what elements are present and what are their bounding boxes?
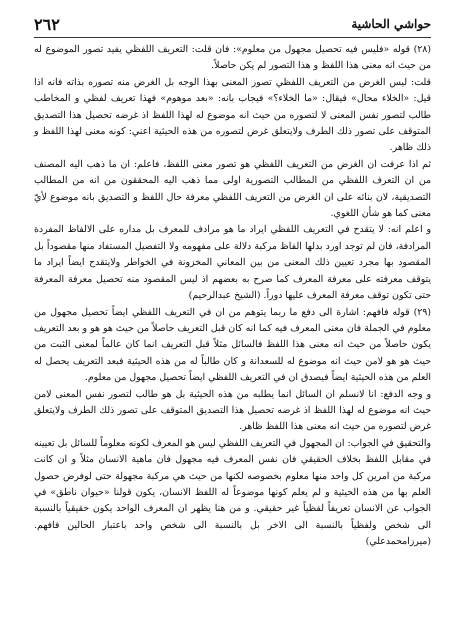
- running-title: حواشي الحاشية: [351, 17, 431, 31]
- paragraph: قلت: ليس الغرض من التعريف اللفظي تصور المعنى بهذا الوجه بل الغرض منه تصوره بذاته فانه اذا قيل: «الخلاء محال» فيقال: «ما الخلاء؟» فيجاب بانه: «بعد موهوم» فهذا تعريف لفظي و المخاطب طالب لتصور نفس المعنى لا لتصوره من حيث انه موضوع له لهذا اللفظ اذ غرضه تحصيل هذا التصديق المتوقف على تصور ذلك الطرف ولايتعلق غرض لتصوره من هذه الحيثية اعني: كونه معنى لهذا اللفظ و ذلك ظاهر.: [34, 76, 431, 154]
- paragraph: والتحقيق في الجواب: ان المجهول في التعريف اللفظي ليس هو المعرف لكونه معلوماً للسائل بل تعيينه في مقابل اللفظ بخلاف الحقيقي فان نفس المعرف فيه مجهول فان ماهية الانسان مثلاً و ان كانت مركبة من امرين كل واحد منها معلوم بخصوصه لكنها من حيث هي مركبة مجهولة حتى لوفرض حصول العلم بها من هذه الحيثية و لم يعلم كونها موضوعاً له اللفظ الانسان، يكون قولنا «حيوان ناطق» في الجواب عن الانسان تعريفاً لفظياً غير حقيقي. و من هنا يظهر ان المعرف الواحد يكون حقيقياً بالنسبة الى شخص ولفظياً بالنسبة الى الاخر بل بالنسبة الى شخص واحد باعتبار الحالين فافهم. (ميرزامحمدعلي): [34, 437, 431, 548]
- paragraph: ثم اذا عرفت ان الغرض من التعريف اللفظي هو تصور معنى اللفظ، فاعلم: ان ما ذهب اليه المصنف من ان التعرف اللفظي من المطالب التصورية اولى مما ذهب اليه المحققون من انه من المطالب التصديقية، لان بنائه على ان الغرض من التعريف اللفظي معرفة حال اللفظ و التصديق بانه موضوع لأيّ معنى كما هو شأن اللغوي.: [34, 158, 431, 220]
- page-header: [34, 14, 431, 34]
- page-number: ٢٦٢: [34, 14, 60, 34]
- paragraph: و وجه الدفع: انا لانسلم ان السائل انما يطلبه من هذه الحيثية بل هو طالب لتصور نفس المعنى لامن حيث انه موضوع له لهذا اللفظ اذ غرضه تحصيل هذا التصديق المتوقف على تصور ذلك الطرف ولايتعلق غرض لتصوره من حيث انه معنى هذا اللفظ ظاهر.: [34, 388, 431, 433]
- body-text: [34, 42, 431, 551]
- paragraph: (٢٩) قوله فافهم: اشارة الى دفع ما ربما يتوهم من ان في التعريف اللفظي ايضاً تحصيل مجهول من معلوم في الجملة فان معنى المعرف فيه كما انه كان قبل التعريف حاصلاً من حيث هو هو و بعد التعريف يكون حاصلاً من حيث انه معنى هذا اللفظ فالسائل مثلاً قبل التعريف انما كان عالماً لمعنى الثبت من حيث هو هو لامن حيث انه موضوع له للسعدانة و كان طالباً له من هذه الحيثية فبعد التعريف يحصل له العلم من هذه الحيثية ايضاً فيصدق ان في التعريف اللفظي ايضاً تحصيل مجهول من معلوم.: [34, 306, 431, 384]
- paragraph: و اعلم انه: لا يتقدح في التعريف اللفظي ايراد ما هو مرادف للمعرف بل مداره على الالفاظ المفردة المرادفة، فان لم توجد اورد بدلها الفاظ مركبة دلالة على مفهومه ولا التفصيل المستفاد منها مقصوداً بل المقصود بها مجرد تعيين ذلك المعنى من بين المعاني المخزونة في الخواطر ولايتقدح ايضاً ايراد ما يتوقف معرفته على معرفة المعرف كما صرح به بعضهم اذ ليس المقصود منه تحصيل معرفة المعرفة حتى تكون توقف معرفة المعرف عليها دوراً. (الشيخ عبدالرحيم): [34, 224, 431, 302]
- header-rule: [34, 37, 431, 38]
- paragraph: (٢٨) قوله «فليس فيه تحصيل مجهول من معلوم»: فان قلت: التعريف اللفظي يفيد تصور الموضوع له من حيث انه معنى هذا اللفظ و هذا التصور لم يكن حاصلاً.: [34, 44, 431, 72]
